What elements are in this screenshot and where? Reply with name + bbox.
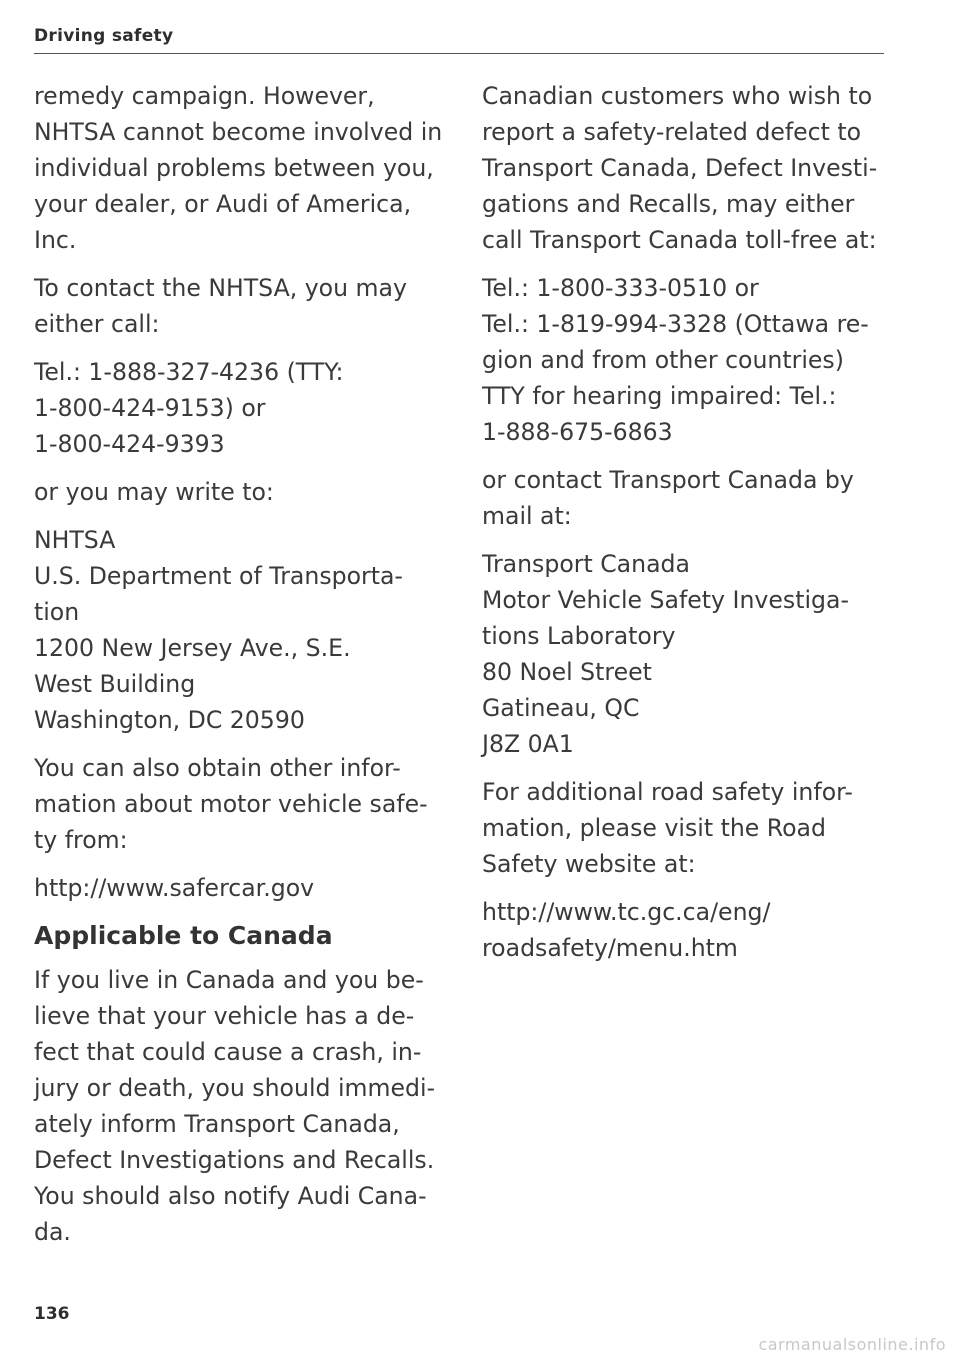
text-line: Transport Canada, Defect Investi- [482, 154, 878, 182]
text-line: gations and Recalls, may either [482, 190, 855, 218]
text-line: http://www.safercar.gov [34, 874, 315, 902]
text-line: individual problems between you, [34, 154, 434, 182]
text-line: fect that could cause a crash, in- [34, 1038, 422, 1066]
text-line: To contact the NHTSA, you may [34, 274, 407, 302]
paragraph-canada-phone [482, 270, 882, 450]
text-line: jury or death, you should immedi- [34, 1074, 436, 1102]
text-line: either call: [34, 310, 160, 338]
text-line: mail at: [482, 502, 572, 530]
text-line: mation about motor vehicle safe- [34, 790, 428, 818]
text-line: remedy campaign. However, [34, 82, 375, 110]
left-column [34, 78, 464, 1262]
text-line: or contact Transport Canada by [482, 466, 854, 494]
text-line: Tel.: 1-819-994-3328 (Ottawa re- [482, 310, 869, 338]
text-line: J8Z 0A1 [482, 730, 574, 758]
paragraph-write-to [34, 474, 464, 510]
text-line: 1-800-424-9393 [34, 430, 225, 458]
running-header: Driving safety [34, 26, 174, 46]
text-line: Motor Vehicle Safety Investiga- [482, 586, 849, 614]
header-divider [34, 53, 884, 54]
text-line: call Transport Canada toll-free at: [482, 226, 877, 254]
text-line: da. [34, 1218, 71, 1246]
page-number: 136 [34, 1304, 70, 1324]
paragraph-canada-defect [34, 962, 464, 1250]
text-line: You can also obtain other infor- [34, 754, 401, 782]
paragraph-road-safety [482, 774, 882, 882]
text-line: Transport Canada [482, 550, 690, 578]
right-column [482, 78, 882, 978]
paragraph-canadian-customers [482, 78, 882, 258]
text-line: or you may write to: [34, 478, 274, 506]
paragraph-other-information [34, 750, 464, 858]
text-line: Inc. [34, 226, 77, 254]
text-line: gion and from other countries) [482, 346, 844, 374]
paragraph-road-safety-url [482, 894, 882, 966]
paragraph-contact-by-mail [482, 462, 882, 534]
text-line: Washington, DC 20590 [34, 706, 305, 734]
paragraph-nhtsa-address [34, 522, 464, 738]
paragraph-contact-nhtsa [34, 270, 464, 342]
paragraph-remedy-campaign [34, 78, 464, 258]
text-line: tions Laboratory [482, 622, 676, 650]
text-line: lieve that your vehicle has a de- [34, 1002, 415, 1030]
text-line: tion [34, 598, 80, 626]
text-line: ately inform Transport Canada, [34, 1110, 400, 1138]
paragraph-safercar-url [34, 870, 464, 906]
text-line: Gatineau, QC [482, 694, 640, 722]
text-line: roadsafety/menu.htm [482, 934, 738, 962]
paragraph-transport-canada-address [482, 546, 882, 762]
section-heading-canada: Applicable to Canada [34, 921, 333, 950]
text-line: http://www.tc.gc.ca/eng/ [482, 898, 771, 926]
text-line: If you live in Canada and you be- [34, 966, 424, 994]
text-line: Defect Investigations and Recalls. [34, 1146, 435, 1174]
text-line: 1200 New Jersey Ave., S.E. [34, 634, 351, 662]
text-line: 1-800-424-9153) or [34, 394, 266, 422]
text-line: U.S. Department of Transporta- [34, 562, 403, 590]
text-line: mation, please visit the Road [482, 814, 826, 842]
text-line: your dealer, or Audi of America, [34, 190, 412, 218]
text-line: 80 Noel Street [482, 658, 652, 686]
text-line: For additional road safety infor- [482, 778, 853, 806]
text-line: ty from: [34, 826, 128, 854]
text-line: Tel.: 1-800-333-0510 or [482, 274, 759, 302]
text-line: Canadian customers who wish to [482, 82, 873, 110]
text-line: West Building [34, 670, 196, 698]
text-line: NHTSA cannot become involved in [34, 118, 443, 146]
paragraph-nhtsa-phone [34, 354, 464, 462]
watermark: carmanualsonline.info [758, 1335, 946, 1354]
text-line: Safety website at: [482, 850, 696, 878]
text-line: TTY for hearing impaired: Tel.: [482, 382, 837, 410]
text-line: 1-888-675-6863 [482, 418, 673, 446]
text-line: You should also notify Audi Cana- [34, 1182, 427, 1210]
text-line: report a safety-related defect to [482, 118, 862, 146]
text-line: NHTSA [34, 526, 116, 554]
text-line: Tel.: 1-888-327-4236 (TTY: [34, 358, 344, 386]
